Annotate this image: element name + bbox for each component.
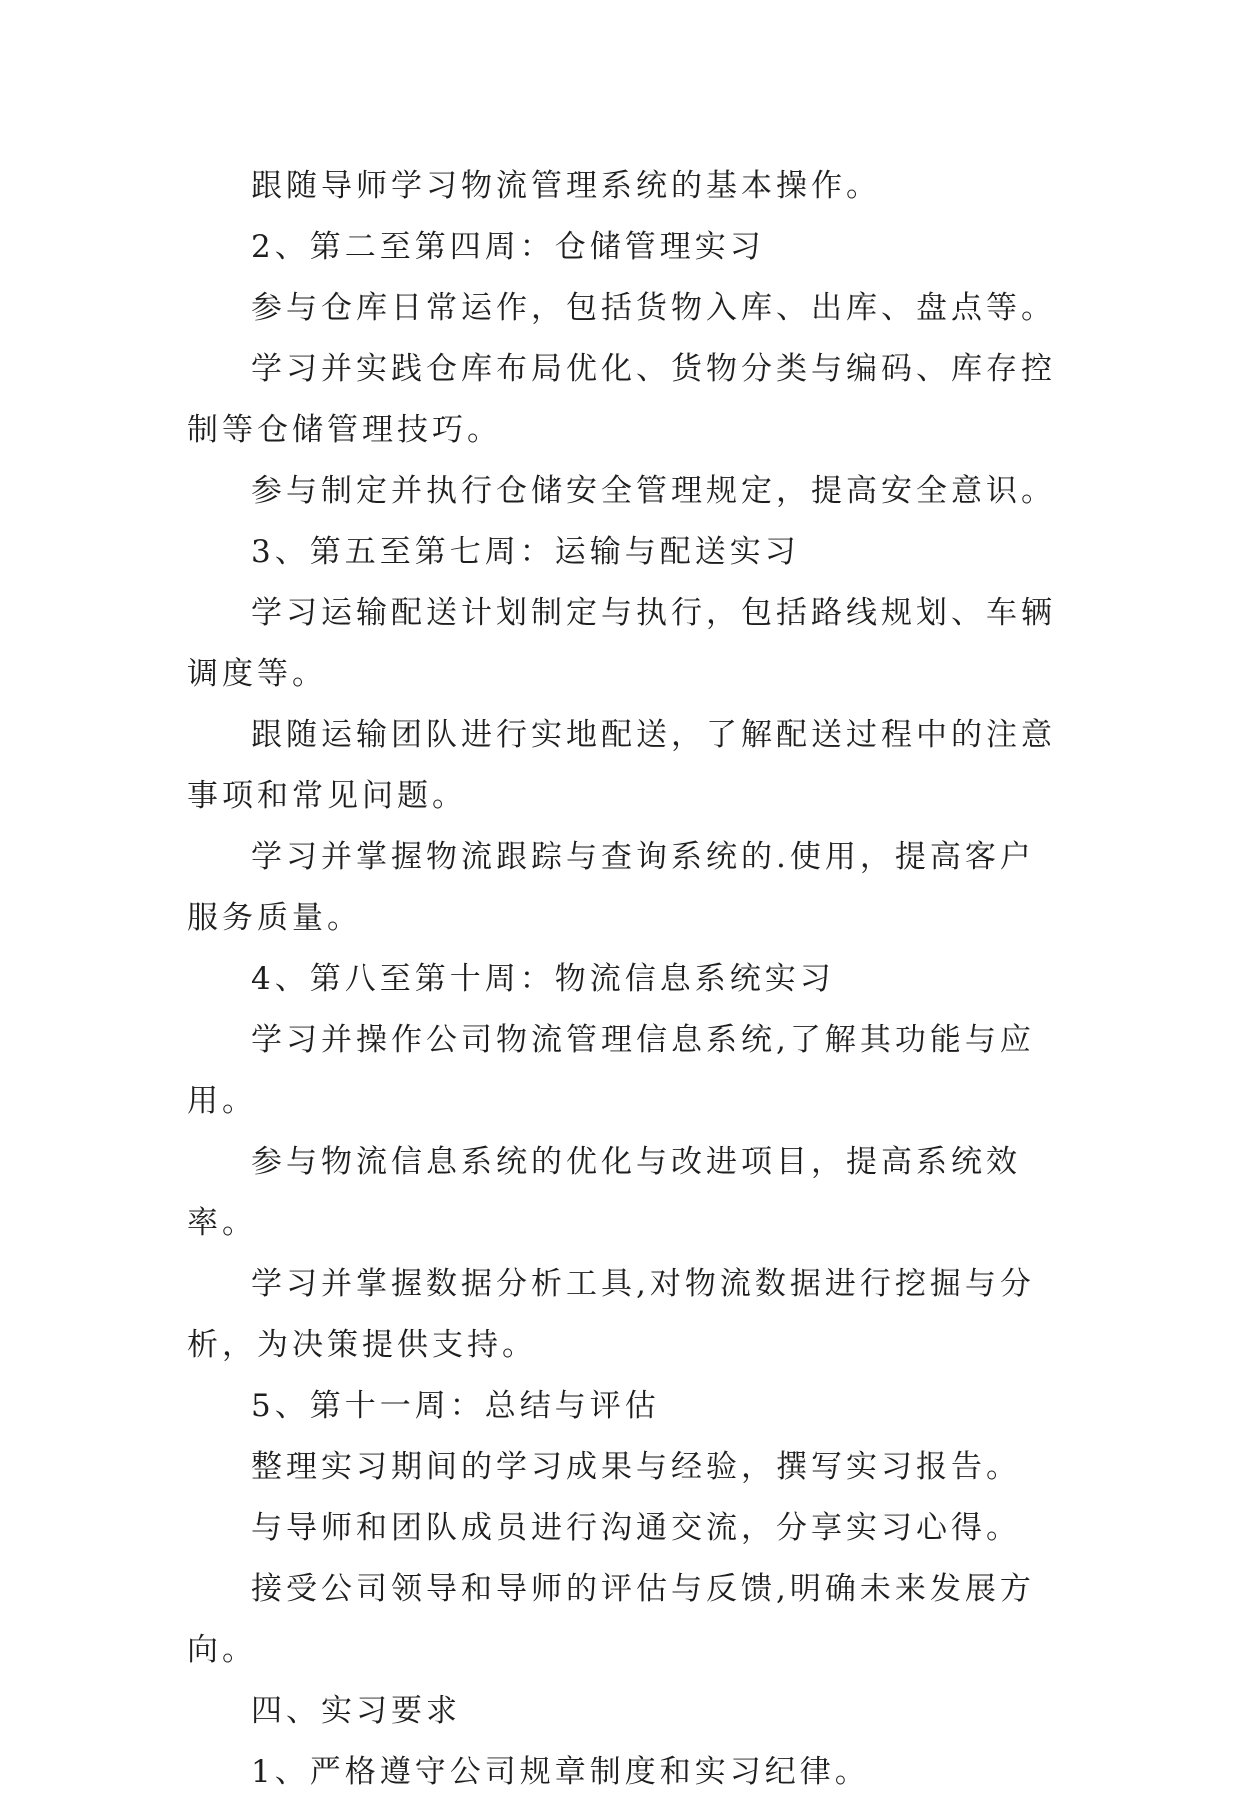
- paragraph: 学习并操作公司物流管理信息系统,了解其功能与应用。: [187, 1022, 1035, 1119]
- section-heading: 四、实习要求: [251, 1693, 461, 1729]
- paragraph: 整理实习期间的学习成果与经验，撰写实习报告。: [251, 1449, 1021, 1485]
- paragraph: 学习并掌握数据分析工具,对物流数据进行挖掘与分析，为决策提供支持。: [187, 1266, 1035, 1363]
- paragraph: 参与仓库日常运作，包括货物入库、出库、盘点等。: [251, 290, 1056, 326]
- document-body: [187, 156, 1057, 1803]
- paragraph: 跟随运输团队进行实地配送，了解配送过程中的注意事项和常见问题。: [187, 717, 1056, 814]
- section-heading: 5、第十一周：总结与评估: [251, 1388, 660, 1424]
- paragraph: 与导师和团队成员进行沟通交流，分享实习心得。: [251, 1510, 1021, 1546]
- section-heading: 4、第八至第十周：物流信息系统实习: [251, 961, 835, 997]
- paragraph: 参与物流信息系统的优化与改进项目，提高系统效率。: [187, 1144, 1021, 1241]
- section-heading: 2、第二至第四周：仓储管理实习: [251, 229, 765, 265]
- paragraph: 学习并掌握物流跟踪与查询系统的.使用，提高客户服务质量。: [187, 839, 1035, 936]
- paragraph: 跟随导师学习物流管理系统的基本操作。: [251, 168, 881, 204]
- paragraph: 接受公司领导和导师的评估与反馈,明确未来发展方向。: [187, 1571, 1035, 1668]
- paragraph: 学习运输配送计划制定与执行，包括路线规划、车辆调度等。: [187, 595, 1056, 692]
- section-heading: 3、第五至第七周：运输与配送实习: [251, 534, 800, 570]
- paragraph: 学习并实践仓库布局优化、货物分类与编码、库存控制等仓储管理技巧。: [187, 351, 1056, 448]
- paragraph: 1、严格遵守公司规章制度和实习纪律。: [251, 1754, 870, 1790]
- paragraph: 参与制定并执行仓储安全管理规定，提高安全意识。: [251, 473, 1056, 509]
